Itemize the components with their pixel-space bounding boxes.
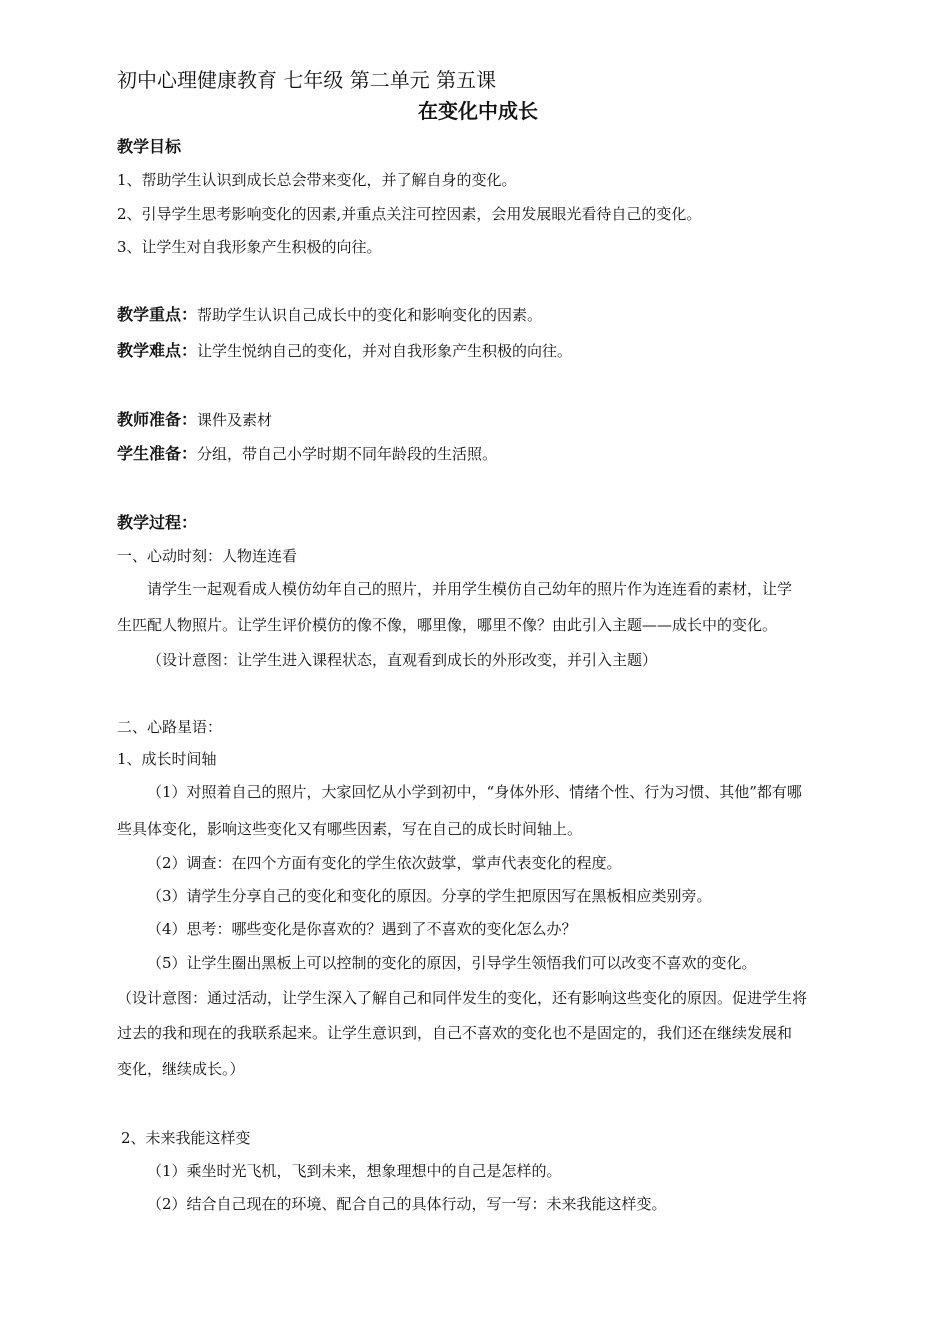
process-heading: 教学过程：: [117, 513, 198, 532]
key-point-label: 教学重点：: [117, 305, 198, 324]
difficulty-text: 让学生悦纳自己的变化，并对自我形象产生积极的向往。: [197, 342, 573, 360]
sub2-step2: （2）结合自己现在的环境、配合自己的具体行动，写一写：未来我能这样变。: [147, 1195, 667, 1213]
difficulty-point: [117, 338, 862, 361]
student-prep-text: 分组，带自己小学时期不同年龄段的生活照。: [197, 445, 498, 463]
goal-item-1: 1、帮助学生认识到成长总会带来变化，并了解自身的变化。: [117, 171, 517, 189]
part1-title: 一、心动时刻：人物连连看: [117, 547, 298, 565]
teacher-prep: [117, 407, 862, 430]
part1-para-line2: 生匹配人物照片。让学生评价模仿的像不像，哪里像，哪里不像？由此引入主题——成长中的变化。: [117, 616, 778, 634]
goals-heading: 教学目标: [117, 137, 182, 156]
key-point-text: 帮助学生认识自己成长中的变化和影响变化的因素。: [197, 306, 543, 324]
part1-intent: （设计意图：让学生进入课程状态，直观看到成长的外形改变，并引入主题）: [147, 651, 658, 669]
sub1-step5: （5）让学生圈出黑板上可以控制的变化的原因，引导学生领悟我们可以改变不喜欢的变化。: [147, 954, 757, 972]
sub1-intent-line3: 变化，继续成长。）: [117, 1060, 245, 1078]
course-header: 初中心理健康教育 七年级 第二单元 第五课: [117, 68, 497, 92]
sub1-step1-line2: 些具体变化，影响这些变化又有哪些因素，写在自己的成长时间轴上。: [117, 820, 583, 838]
sub2-title: 2、未来我能这样变: [121, 1129, 251, 1147]
teacher-prep-label: 教师准备：: [117, 410, 198, 429]
sub1-step3: （3）请学生分享自己的变化和变化的原因。分享的学生把原因写在黑板相应类别旁。: [147, 887, 712, 905]
difficulty-label: 教学难点：: [117, 341, 198, 360]
part2-title: 二、心路星语：: [117, 718, 223, 736]
goal-item-3: 3、让学生对自我形象产生积极的向往。: [117, 238, 382, 256]
lesson-title: 在变化中成长: [418, 99, 538, 123]
sub1-intent-line2: 过去的我和现在的我联系起来。让学生意识到，自己不喜欢的变化也不是固定的，我们还在继续发展和: [117, 1024, 793, 1042]
sub1-step1-line1: （1）对照着自己的照片，大家回忆从小学到初中，“身体外形、情绪个性、行为习惯、其他”都有哪: [147, 783, 802, 801]
sub1-step4: （4）思考：哪些变化是你喜欢的？遇到了不喜欢的变化怎么办？: [147, 920, 577, 938]
student-prep-label: 学生准备：: [117, 444, 198, 463]
teacher-prep-text: 课件及素材: [197, 411, 273, 429]
sub2-step1: （1）乘坐时光飞机，飞到未来，想象理想中的自己是怎样的。: [147, 1162, 562, 1180]
sub1-intent-line1: （设计意图：通过活动，让学生深入了解自己和同伴发生的变化，还有影响这些变化的原因。促进学生将: [117, 989, 808, 1007]
key-point: [117, 302, 862, 325]
goal-item-2: 2、引导学生思考影响变化的因素,并重点关注可控因素，会用发展眼光看待自己的变化。: [117, 205, 702, 223]
sub1-title: 1、成长时间轴: [117, 750, 217, 768]
student-prep: [117, 441, 862, 464]
part1-para-line1: 请学生一起观看成人模仿幼年自己的照片，并用学生模仿自己幼年的照片作为连连看的素材，让学: [147, 580, 793, 598]
sub1-step2: （2）调查：在四个方面有变化的学生依次鼓掌，掌声代表变化的程度。: [147, 854, 622, 872]
